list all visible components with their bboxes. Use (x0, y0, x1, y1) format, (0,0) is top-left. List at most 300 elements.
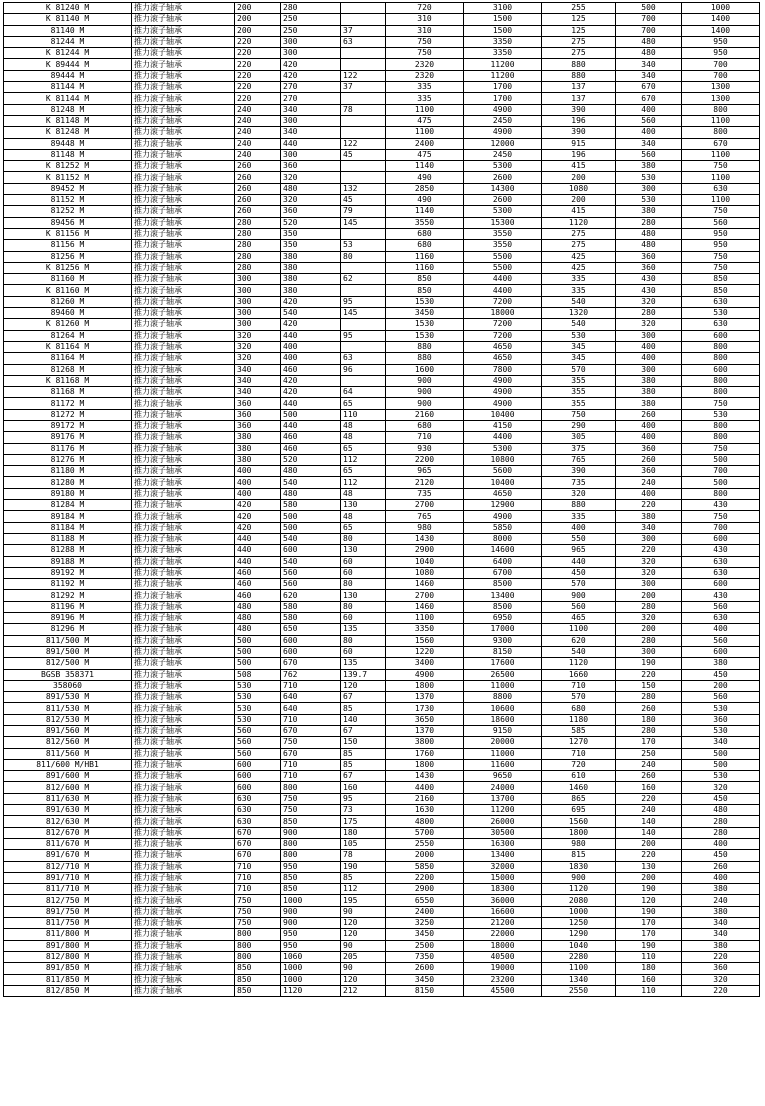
bore-d-cell: 220 (235, 93, 281, 104)
fatigue-load-cell: 1270 (542, 737, 616, 748)
height-T-cell (341, 341, 386, 352)
grease-speed-cell: 220 (616, 500, 682, 511)
height-T-cell: 63 (341, 353, 386, 364)
grease-speed-cell: 240 (616, 759, 682, 770)
bore-d-cell: 320 (235, 341, 281, 352)
bore-d-cell: 380 (235, 454, 281, 465)
type-cell: 推力滚子轴承 (132, 375, 235, 386)
height-T-cell: 105 (341, 838, 386, 849)
bore-d-cell: 220 (235, 70, 281, 81)
type-cell: 推力滚子轴承 (132, 545, 235, 556)
fatigue-load-cell: 2550 (542, 985, 616, 996)
fatigue-load-cell: 550 (542, 533, 616, 544)
grease-speed-cell: 170 (616, 737, 682, 748)
model-cell: 891/630 M (4, 805, 132, 816)
grease-speed-cell: 180 (616, 963, 682, 974)
height-T-cell: 63 (341, 36, 386, 47)
dyn-load-cell: 3650 (386, 714, 464, 725)
fatigue-load-cell: 255 (542, 3, 616, 14)
type-cell: 推力滚子轴承 (132, 127, 235, 138)
oil-speed-cell: 560 (682, 217, 760, 228)
model-cell: 811/560 M (4, 748, 132, 759)
fatigue-load-cell: 1290 (542, 929, 616, 940)
outer-D-cell: 1120 (281, 985, 341, 996)
oil-speed-cell: 280 (682, 827, 760, 838)
table-row (4, 161, 760, 172)
table-row (4, 680, 760, 691)
static-load-cell: 8500 (464, 601, 542, 612)
table-row (4, 782, 760, 793)
type-cell: 推力滚子轴承 (132, 353, 235, 364)
table-row (4, 861, 760, 872)
grease-speed-cell: 110 (616, 951, 682, 962)
dyn-load-cell: 5850 (386, 861, 464, 872)
height-T-cell: 80 (341, 251, 386, 262)
table-row (4, 579, 760, 590)
fatigue-load-cell: 275 (542, 240, 616, 251)
table-row (4, 759, 760, 770)
bore-d-cell: 240 (235, 127, 281, 138)
type-cell: 推力滚子轴承 (132, 240, 235, 251)
dyn-load-cell: 2160 (386, 793, 464, 804)
static-load-cell: 6700 (464, 567, 542, 578)
type-cell: 推力滚子轴承 (132, 217, 235, 228)
dyn-load-cell: 2850 (386, 183, 464, 194)
model-cell: 81196 M (4, 601, 132, 612)
fatigue-load-cell: 137 (542, 93, 616, 104)
height-T-cell (341, 375, 386, 386)
grease-speed-cell: 400 (616, 488, 682, 499)
height-T-cell: 95 (341, 296, 386, 307)
table-row (4, 533, 760, 544)
static-load-cell: 4900 (464, 104, 542, 115)
fatigue-load-cell: 125 (542, 25, 616, 36)
static-load-cell: 3350 (464, 48, 542, 59)
height-T-cell (341, 14, 386, 25)
type-cell: 推力滚子轴承 (132, 251, 235, 262)
model-cell: 81284 M (4, 500, 132, 511)
table-row (4, 398, 760, 409)
height-T-cell (341, 48, 386, 59)
model-cell: 81280 M (4, 477, 132, 488)
fatigue-load-cell: 400 (542, 522, 616, 533)
static-load-cell: 4900 (464, 375, 542, 386)
grease-speed-cell: 220 (616, 669, 682, 680)
dyn-load-cell: 6550 (386, 895, 464, 906)
fatigue-load-cell: 1080 (542, 183, 616, 194)
table-row (4, 285, 760, 296)
dyn-load-cell: 980 (386, 522, 464, 533)
bore-d-cell: 260 (235, 161, 281, 172)
height-T-cell: 45 (341, 195, 386, 206)
model-cell: 81188 M (4, 533, 132, 544)
dyn-load-cell: 1530 (386, 330, 464, 341)
oil-speed-cell: 800 (682, 104, 760, 115)
bore-d-cell: 380 (235, 432, 281, 443)
static-load-cell: 5300 (464, 206, 542, 217)
static-load-cell: 5500 (464, 251, 542, 262)
outer-D-cell: 340 (281, 104, 341, 115)
model-cell: 81264 M (4, 330, 132, 341)
oil-speed-cell: 630 (682, 556, 760, 567)
grease-speed-cell: 300 (616, 183, 682, 194)
fatigue-load-cell: 750 (542, 409, 616, 420)
height-T-cell: 80 (341, 533, 386, 544)
fatigue-load-cell: 1250 (542, 918, 616, 929)
oil-speed-cell: 220 (682, 985, 760, 996)
outer-D-cell: 420 (281, 319, 341, 330)
grease-speed-cell: 280 (616, 601, 682, 612)
bore-d-cell: 220 (235, 82, 281, 93)
type-cell: 推力滚子轴承 (132, 172, 235, 183)
model-cell: 812/670 M (4, 827, 132, 838)
oil-speed-cell: 850 (682, 274, 760, 285)
static-load-cell: 6950 (464, 613, 542, 624)
outer-D-cell: 520 (281, 217, 341, 228)
type-cell: 推力滚子轴承 (132, 500, 235, 511)
oil-speed-cell: 340 (682, 737, 760, 748)
bore-d-cell: 530 (235, 703, 281, 714)
bore-d-cell: 340 (235, 387, 281, 398)
grease-speed-cell: 280 (616, 635, 682, 646)
dyn-load-cell: 930 (386, 443, 464, 454)
static-load-cell: 5300 (464, 443, 542, 454)
model-cell: 81156 M (4, 240, 132, 251)
height-T-cell: 37 (341, 25, 386, 36)
model-cell: 89448 M (4, 138, 132, 149)
oil-speed-cell: 380 (682, 884, 760, 895)
static-load-cell: 21200 (464, 918, 542, 929)
table-row (4, 217, 760, 228)
model-cell: K 81168 M (4, 375, 132, 386)
grease-speed-cell: 190 (616, 940, 682, 951)
table-row (4, 25, 760, 36)
table-row (4, 951, 760, 962)
bore-d-cell: 600 (235, 759, 281, 770)
fatigue-load-cell: 125 (542, 14, 616, 25)
outer-D-cell: 420 (281, 375, 341, 386)
bore-d-cell: 400 (235, 488, 281, 499)
grease-speed-cell: 220 (616, 850, 682, 861)
static-load-cell: 11000 (464, 680, 542, 691)
height-T-cell: 180 (341, 827, 386, 838)
model-cell: 89460 M (4, 308, 132, 319)
bore-d-cell: 380 (235, 443, 281, 454)
fatigue-load-cell: 1830 (542, 861, 616, 872)
static-load-cell: 8000 (464, 533, 542, 544)
outer-D-cell: 300 (281, 48, 341, 59)
oil-speed-cell: 950 (682, 36, 760, 47)
height-T-cell: 122 (341, 138, 386, 149)
dyn-load-cell: 490 (386, 195, 464, 206)
model-cell: 812/600 M (4, 782, 132, 793)
outer-D-cell: 420 (281, 70, 341, 81)
oil-speed-cell: 530 (682, 409, 760, 420)
table-row (4, 353, 760, 364)
type-cell: 推力滚子轴承 (132, 838, 235, 849)
fatigue-load-cell: 710 (542, 748, 616, 759)
model-cell: K 81256 M (4, 262, 132, 273)
table-row (4, 838, 760, 849)
static-load-cell: 18300 (464, 884, 542, 895)
oil-speed-cell: 630 (682, 296, 760, 307)
outer-D-cell: 560 (281, 579, 341, 590)
bore-d-cell: 750 (235, 918, 281, 929)
oil-speed-cell: 800 (682, 387, 760, 398)
model-cell: 891/670 M (4, 850, 132, 861)
dyn-load-cell: 1800 (386, 759, 464, 770)
type-cell: 推力滚子轴承 (132, 432, 235, 443)
model-cell: K 81240 M (4, 3, 132, 14)
grease-speed-cell: 380 (616, 161, 682, 172)
height-T-cell: 78 (341, 104, 386, 115)
outer-D-cell: 800 (281, 782, 341, 793)
type-cell: 推力滚子轴承 (132, 726, 235, 737)
model-cell: 89444 M (4, 70, 132, 81)
height-T-cell: 48 (341, 432, 386, 443)
bore-d-cell: 280 (235, 228, 281, 239)
model-cell: 89456 M (4, 217, 132, 228)
table-row (4, 556, 760, 567)
model-cell: 891/850 M (4, 963, 132, 974)
model-cell: 891/560 M (4, 726, 132, 737)
model-cell: 812/560 M (4, 737, 132, 748)
fatigue-load-cell: 1340 (542, 974, 616, 985)
static-load-cell: 5300 (464, 161, 542, 172)
model-cell: 891/600 M (4, 771, 132, 782)
static-load-cell: 4400 (464, 274, 542, 285)
static-load-cell: 18000 (464, 308, 542, 319)
static-load-cell: 18600 (464, 714, 542, 725)
bore-d-cell: 300 (235, 285, 281, 296)
dyn-load-cell: 1100 (386, 613, 464, 624)
outer-D-cell: 480 (281, 183, 341, 194)
height-T-cell: 65 (341, 443, 386, 454)
table-row (4, 251, 760, 262)
outer-D-cell: 600 (281, 545, 341, 556)
outer-D-cell: 400 (281, 341, 341, 352)
height-T-cell: 122 (341, 70, 386, 81)
fatigue-load-cell: 425 (542, 251, 616, 262)
model-cell: 81252 M (4, 206, 132, 217)
dyn-load-cell: 1220 (386, 646, 464, 657)
table-row (4, 929, 760, 940)
model-cell: 81296 M (4, 624, 132, 635)
oil-speed-cell: 430 (682, 545, 760, 556)
dyn-load-cell: 1800 (386, 680, 464, 691)
type-cell: 推力滚子轴承 (132, 771, 235, 782)
static-load-cell: 11200 (464, 59, 542, 70)
static-load-cell: 4400 (464, 432, 542, 443)
oil-speed-cell: 360 (682, 714, 760, 725)
table-row (4, 601, 760, 612)
dyn-load-cell: 1630 (386, 805, 464, 816)
static-load-cell: 3550 (464, 240, 542, 251)
oil-speed-cell: 280 (682, 816, 760, 827)
fatigue-load-cell: 1660 (542, 669, 616, 680)
outer-D-cell: 650 (281, 624, 341, 635)
dyn-load-cell: 4800 (386, 816, 464, 827)
outer-D-cell: 710 (281, 771, 341, 782)
fatigue-load-cell: 335 (542, 285, 616, 296)
fatigue-load-cell: 335 (542, 274, 616, 285)
table-row (4, 240, 760, 251)
outer-D-cell: 540 (281, 533, 341, 544)
model-cell: K 81152 M (4, 172, 132, 183)
outer-D-cell: 850 (281, 884, 341, 895)
model-cell: 81292 M (4, 590, 132, 601)
bore-d-cell: 670 (235, 838, 281, 849)
type-cell: 推力滚子轴承 (132, 522, 235, 533)
outer-D-cell: 480 (281, 466, 341, 477)
type-cell: 推力滚子轴承 (132, 262, 235, 273)
dyn-load-cell: 965 (386, 466, 464, 477)
dyn-load-cell: 1460 (386, 579, 464, 590)
oil-speed-cell: 950 (682, 240, 760, 251)
fatigue-load-cell: 540 (542, 296, 616, 307)
height-T-cell: 175 (341, 816, 386, 827)
dyn-load-cell: 4900 (386, 669, 464, 680)
type-cell: 推力滚子轴承 (132, 737, 235, 748)
static-load-cell: 12900 (464, 500, 542, 511)
dyn-load-cell: 1760 (386, 748, 464, 759)
type-cell: 推力滚子轴承 (132, 895, 235, 906)
table-row (4, 375, 760, 386)
type-cell: 推力滚子轴承 (132, 308, 235, 319)
height-T-cell (341, 172, 386, 183)
fatigue-load-cell: 695 (542, 805, 616, 816)
height-T-cell: 60 (341, 646, 386, 657)
fatigue-load-cell: 137 (542, 82, 616, 93)
table-row (4, 59, 760, 70)
dyn-load-cell: 1140 (386, 161, 464, 172)
height-T-cell: 67 (341, 726, 386, 737)
outer-D-cell: 460 (281, 443, 341, 454)
outer-D-cell: 250 (281, 25, 341, 36)
outer-D-cell: 600 (281, 646, 341, 657)
type-cell: 推力滚子轴承 (132, 985, 235, 996)
fatigue-load-cell: 900 (542, 872, 616, 883)
dyn-load-cell: 8150 (386, 985, 464, 996)
oil-speed-cell: 750 (682, 161, 760, 172)
oil-speed-cell: 1400 (682, 25, 760, 36)
grease-speed-cell: 280 (616, 308, 682, 319)
type-cell: 推力滚子轴承 (132, 48, 235, 59)
table-row (4, 387, 760, 398)
type-cell: 推力滚子轴承 (132, 70, 235, 81)
outer-D-cell: 300 (281, 36, 341, 47)
outer-D-cell: 500 (281, 409, 341, 420)
static-load-cell: 40500 (464, 951, 542, 962)
oil-speed-cell: 800 (682, 127, 760, 138)
dyn-load-cell: 1160 (386, 262, 464, 273)
oil-speed-cell: 380 (682, 658, 760, 669)
static-load-cell: 23200 (464, 974, 542, 985)
fatigue-load-cell: 1800 (542, 827, 616, 838)
model-cell: K 81164 M (4, 341, 132, 352)
fatigue-load-cell: 1460 (542, 782, 616, 793)
model-cell: 81172 M (4, 398, 132, 409)
fatigue-load-cell: 1000 (542, 906, 616, 917)
table-row (4, 714, 760, 725)
static-load-cell: 3350 (464, 36, 542, 47)
dyn-load-cell: 1530 (386, 296, 464, 307)
bore-d-cell: 600 (235, 771, 281, 782)
table-row (4, 466, 760, 477)
grease-speed-cell: 700 (616, 25, 682, 36)
grease-speed-cell: 500 (616, 3, 682, 14)
table-row (4, 3, 760, 14)
outer-D-cell: 320 (281, 195, 341, 206)
height-T-cell: 62 (341, 274, 386, 285)
height-T-cell: 85 (341, 703, 386, 714)
height-T-cell: 205 (341, 951, 386, 962)
oil-speed-cell: 320 (682, 974, 760, 985)
table-row (4, 850, 760, 861)
outer-D-cell: 380 (281, 285, 341, 296)
oil-speed-cell: 220 (682, 951, 760, 962)
dyn-load-cell: 1370 (386, 692, 464, 703)
outer-D-cell: 710 (281, 680, 341, 691)
dyn-load-cell: 735 (386, 488, 464, 499)
table-row (4, 341, 760, 352)
model-cell: 89192 M (4, 567, 132, 578)
grease-speed-cell: 320 (616, 556, 682, 567)
type-cell: 推力滚子轴承 (132, 748, 235, 759)
table-row (4, 48, 760, 59)
height-T-cell: 112 (341, 454, 386, 465)
outer-D-cell: 280 (281, 3, 341, 14)
fatigue-load-cell: 415 (542, 161, 616, 172)
static-load-cell: 3550 (464, 228, 542, 239)
table-row (4, 545, 760, 556)
outer-D-cell: 320 (281, 172, 341, 183)
outer-D-cell: 1000 (281, 895, 341, 906)
grease-speed-cell: 200 (616, 590, 682, 601)
height-T-cell: 96 (341, 364, 386, 375)
grease-speed-cell: 400 (616, 353, 682, 364)
bore-d-cell: 220 (235, 48, 281, 59)
static-load-cell: 10600 (464, 703, 542, 714)
static-load-cell: 4650 (464, 341, 542, 352)
bore-d-cell: 850 (235, 974, 281, 985)
outer-D-cell: 950 (281, 929, 341, 940)
grease-speed-cell: 250 (616, 748, 682, 759)
outer-D-cell: 670 (281, 726, 341, 737)
table-row (4, 918, 760, 929)
height-T-cell: 120 (341, 680, 386, 691)
type-cell: 推力滚子轴承 (132, 296, 235, 307)
dyn-load-cell: 1530 (386, 319, 464, 330)
static-load-cell: 9300 (464, 635, 542, 646)
oil-speed-cell: 560 (682, 635, 760, 646)
table-row (4, 692, 760, 703)
dyn-load-cell: 1040 (386, 556, 464, 567)
static-load-cell: 7200 (464, 330, 542, 341)
oil-speed-cell: 630 (682, 319, 760, 330)
static-load-cell: 10400 (464, 409, 542, 420)
bore-d-cell: 850 (235, 985, 281, 996)
model-cell: 81244 M (4, 36, 132, 47)
height-T-cell: 95 (341, 793, 386, 804)
height-T-cell: 130 (341, 590, 386, 601)
bore-d-cell: 800 (235, 929, 281, 940)
bore-d-cell: 560 (235, 726, 281, 737)
fatigue-load-cell: 275 (542, 228, 616, 239)
grease-speed-cell: 140 (616, 827, 682, 838)
type-cell: 推力滚子轴承 (132, 409, 235, 420)
grease-speed-cell: 190 (616, 884, 682, 895)
